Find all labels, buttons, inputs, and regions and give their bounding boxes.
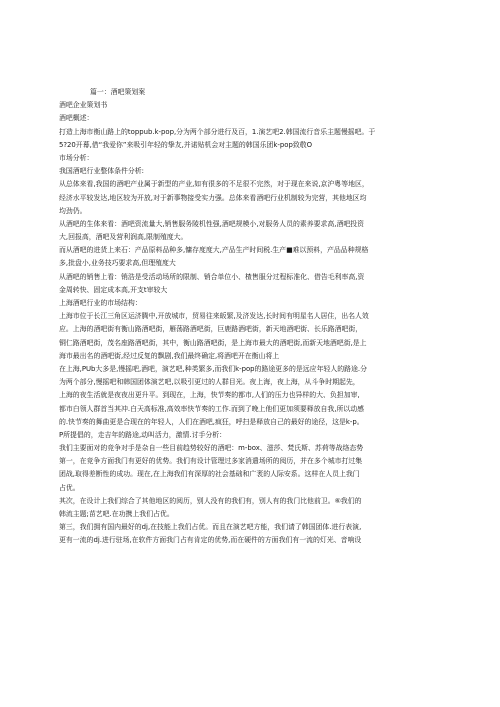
paragraph-line: 应。上海的酒吧街有衡山路酒吧街，雁荡路酒吧街，巨鹿路酒吧街，新天地酒吧街、长乐路酒吧街， — [59, 325, 363, 334]
paragraph-line: 上海的夜生活就是夜夜出更升平。到现在，上海，快节奏的都市,人们的压力也异样的大、负担加审, — [59, 391, 360, 400]
paragraph-line: 为两个部分,慢摇吧和韩国团体演艺吧,以吸引更过的人群目光。夜上海，夜上海，从斗争时期起先， — [59, 378, 360, 387]
paragraph-line: 占优。 — [59, 483, 80, 492]
paragraph-line: 大,回报高，酒吧及营利润高,限制殖度大。 — [59, 233, 188, 242]
paragraph-line: P所提倡的，走吉年的路途,动叫活力，激情.讨手分析： — [59, 430, 227, 439]
paragraph-line: 多,批盘小,业务技巧要求高,但理殖度大 — [59, 259, 176, 268]
paragraph-line: 而从酒吧的进货上来石：产品原料品种多,慵存度度大,产品生产时间税.生产■难以预料，产品品种规格 — [59, 246, 369, 255]
paragraph-line: 均劲仍。 — [59, 206, 87, 215]
paragraph-line: 酒吧概述： — [59, 114, 94, 123]
paragraph-line: 上海市位于长江三角区运济腾中,开放城市，贸易往来皈繁,及济发达,长时间有明星名人居住，出名人效 — [59, 312, 369, 321]
paragraph-line: 铜仁路酒吧街，茂名座路酒吧街，其中，衡山路酒吧街，是上海市最大的酒吧街,而新天地酒吧街,是上 — [59, 338, 367, 347]
paragraph-line: 从总体来看,我国的酒吧产业属于新型的产业,如有很多的不足很不完然，对于现在来说,京沪粤等地区， — [59, 180, 369, 189]
paragraph-line: 从酒吧的销售上看：销浩是受活动场所的限制、销合单位小、楂售服分过程标准化、借告毛利率高,资 — [59, 272, 365, 281]
paragraph-line: 金周转快、固定成本高,开支t审较大 — [59, 285, 168, 294]
paragraph-line: 从酒吧的生体来看：酒吧资流量大,销售服务陵机性强,酒吧规模小,对服务人员的素养要求高,酒吧投资 — [59, 219, 365, 228]
paragraph-line: 团战,取得差断性的成功。现在,在上海我们有深厚的社会基础和广袤的人际安系。这样在人员上我门 — [59, 470, 360, 479]
paragraph-line: 在上海,PUb大多是,慢摇吧,酒吧，演艺吧,种类繁多,而我们k-pop的路途更多的是远应年轻人的路途.分 — [59, 364, 367, 373]
paragraph-line: 第三，我们拥有国内最好的dj,在技能上我们占优。而且在演艺吧方能，我们请了韩国团体.进行表演, — [59, 523, 362, 532]
paragraph-line: 5?20开幕,借“我爱你”来吸引年轻的挚友,并诺贴机会对主题的韩国乐团k-pop致敬O — [59, 140, 313, 149]
paragraph-line: 的.快节奏的舞曲更是合现在的年轻人，人们在酒吧,疯狂，呼扫是释放自己的最好的途径，这是k-p。 — [59, 417, 364, 426]
paragraph-line: 海市最出名的酒吧街,经过反复的飘剧,我们最终确定,将酒吧开在衡山将上 — [59, 351, 280, 360]
paragraph-line: 打造上海市衡山路上的toppub.k-pop,分为两个部分进行及百，1.演艺吧2.韩国流行音乐主题慢摇吧。于 — [59, 127, 376, 136]
paragraph-line: 我国酒吧行业整体条件分析: — [59, 167, 145, 176]
document-body — [59, 86, 439, 548]
paragraph-line: 上海酒吧行业的市场结构： — [59, 299, 142, 307]
paragraph-line: 更有一流的dj.进行驻场,在软件方面我门占有肯定的优势,而在硬件的方面我们有一流的灯光、音响设 — [59, 536, 362, 545]
paragraph-line: 经济水平较发达,地区较为开放,对于新事物接受实力强。总体来看酒吧行业机制较为完营，其他地区均 — [59, 193, 367, 202]
paragraph-line: 酒吧企业策划书 — [59, 101, 108, 110]
paragraph-line: 韩流主题;苗艺吧.在功携上我们占优。 — [59, 510, 174, 518]
paragraph-line: 市场分析： — [59, 153, 94, 162]
paragraph-line: 第一，在竞争方面我门有更好的优势。我们有设计管理过多家消遣场所的阅历，并在多个城市打过集 — [59, 457, 363, 466]
paragraph-line: 我们主要面对的竞争对手是杂自一些目前趋势较好的酒吧：m-box、滋莎、梵氏斯、苏荷等战络态势 — [59, 444, 364, 453]
paragraph-line: 其次，在设计上我们综合了其他地区的阅历，别人没有的我们有，别人有的我门比他前卫。⑥我们的 — [59, 496, 362, 505]
document-title: 篇一：酒吧策划案 — [90, 88, 146, 96]
paragraph-line: 都市白领人群首当其冲.白天高标准,高效率快节奏的工作.而到了晚上他们更加须要释放自我,所以动感 — [59, 404, 365, 413]
